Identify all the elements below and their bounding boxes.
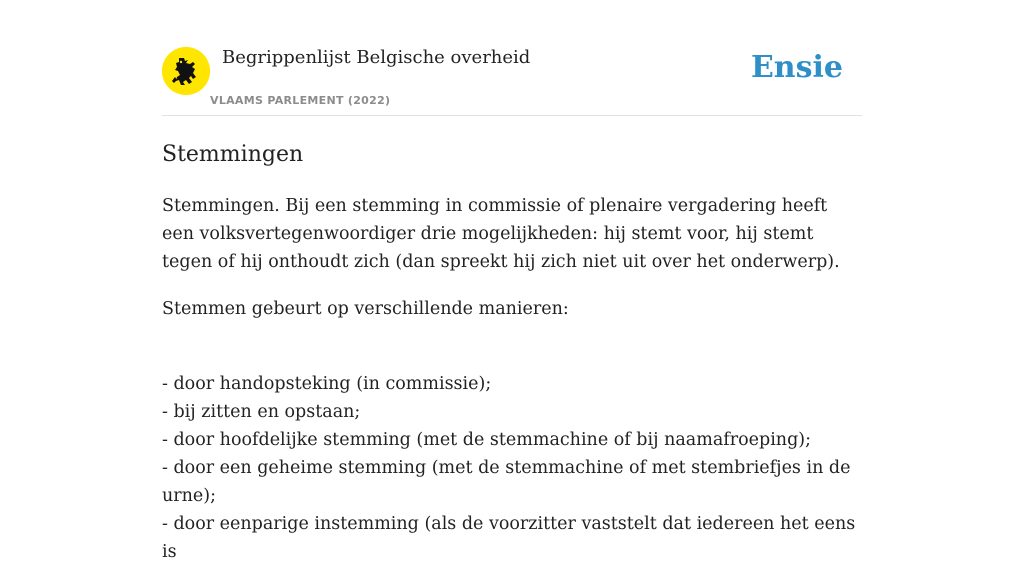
intro-paragraph: Stemmen gebeurt op verschillende manieren: — [162, 299, 569, 319]
list-item: - door hoofdelijke stemming (met de stemmachine of bij naamafroeping); — [162, 430, 811, 450]
ensie-logo[interactable]: Ensie — [750, 50, 843, 85]
list-item: - door handopsteking (in commissie); — [162, 374, 492, 394]
list-item: - door eenparige instemming (als de voorzitter vaststelt dat iedereen het eens is — [162, 514, 856, 562]
flemish-lion-icon[interactable] — [162, 47, 210, 95]
list-item: - bij zitten en opstaan; — [162, 402, 361, 422]
blank-line — [162, 342, 862, 370]
source-title[interactable]: Begrippenlijst Belgische overheid — [222, 47, 531, 68]
list-item: - door een geheime stemming (met de stemmachine of met stembriefjes in de urne); — [162, 458, 851, 506]
page — [162, 0, 862, 562]
source-header — [162, 0, 862, 116]
article-body — [162, 192, 862, 566]
term-title: Stemmingen — [162, 142, 304, 167]
publisher-label: VLAAMS PARLEMENT (2022) — [210, 94, 391, 107]
definition-paragraph: Stemmingen. Bij een stemming in commissie of plenaire vergadering heeft een volksvertegenwoordiger drie mogelijkheden: hij stemt voor, hij stemt tegen of hij onthoudt zich (dan spreekt hij zich niet uit over het onderwerp). — [162, 196, 840, 272]
